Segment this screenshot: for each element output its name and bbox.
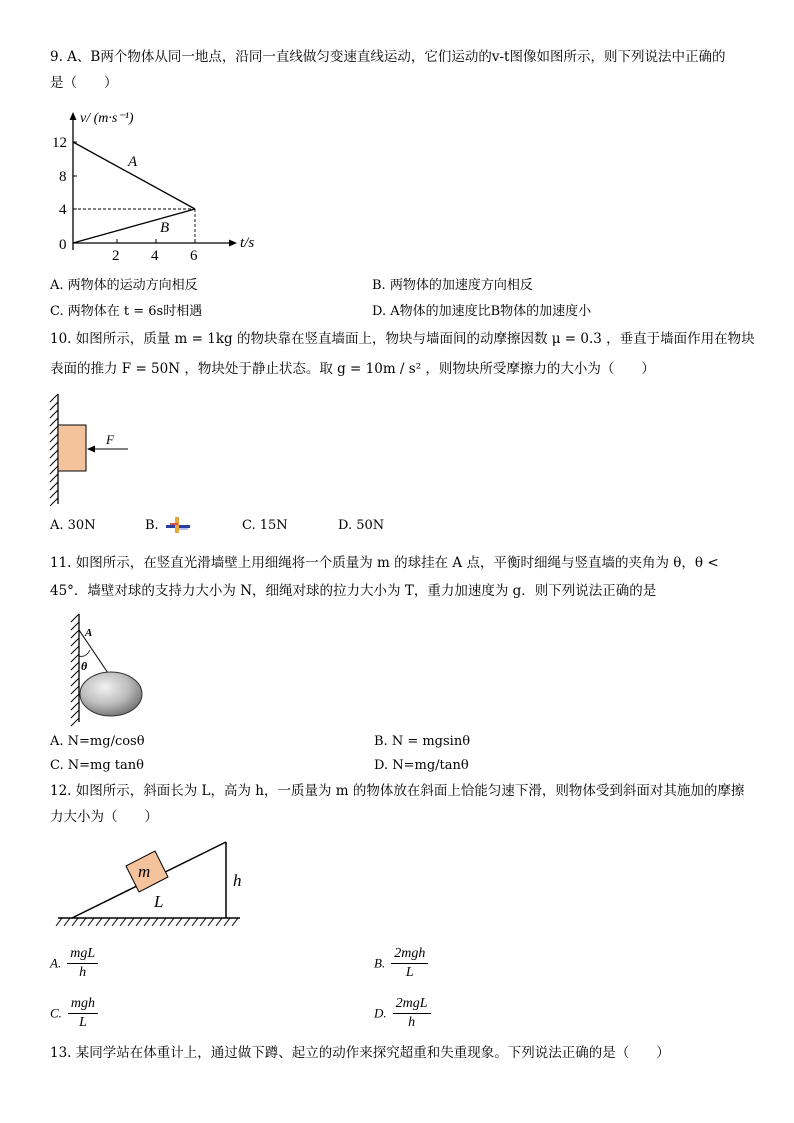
q13-stem-line1: 13. 某同学站在体重计上，通过做下蹲、起立的动作来探究超重和失重现象。下列说法正确的是（ ）: [50, 1045, 670, 1061]
q12-option-d: D. $\frac{\text{2mgL}}{h}$: [374, 996, 431, 1031]
q10-option-b: B.: [145, 518, 159, 533]
q10-option-c: C. 15N: [242, 518, 288, 533]
ytick-4: 4: [59, 202, 67, 218]
q10-option-d: D. 50N: [338, 518, 385, 533]
q9-stem-line2: 是（ ）: [50, 75, 118, 91]
q11-option-b: B. N = mgsinθ: [374, 734, 471, 749]
q9-option-c: C. 两物体在 t = 6s时相遇: [50, 304, 203, 319]
graph-ylabel: v/ (m·s⁻¹): [80, 111, 134, 126]
block: [58, 425, 86, 471]
q9-option-d: D. A物体的加速度比B物体的加速度小: [372, 304, 592, 319]
q11-option-d: D. N=mg/tanθ: [374, 758, 469, 773]
angle-arc: [79, 650, 90, 656]
q11-stem-line2: 45°．墙壁对球的支持力大小为 N，细绳对球的拉力大小为 T，重力加速度为 g．则下列说法正确的是: [50, 583, 657, 599]
q10-wall-diagram: [44, 390, 144, 510]
height-label: h: [233, 871, 242, 890]
label-b: B: [160, 220, 170, 236]
xtick-4: 4: [151, 248, 159, 264]
q11-option-a: A. N=mg/cosθ: [50, 734, 145, 749]
q9-stem-line1: 9. A、B两个物体从同一地点，沿同一直线做匀变速直线运动，它们运动的v-t图像如图所示，则下列说法中正确的: [50, 49, 726, 65]
q12-option-a: A. $\frac{\text{mgL}}{h}$: [50, 946, 98, 981]
q11-option-c: C. N=mg tanθ: [50, 758, 144, 773]
label-a: A: [128, 154, 138, 170]
q10-stem-line1: 10. 如图所示，质量 m = 1kg 的物块靠在竖直墙面上，物块与墙面间的动摩擦因数 μ = 0.3 ，垂直于墙面作用在物块: [50, 331, 755, 347]
theta-label: θ: [81, 659, 88, 673]
wall-hatching: [50, 394, 58, 506]
point-a-label: A: [85, 627, 93, 639]
ground-hatching: [56, 918, 238, 926]
q12-stem-line2: 力大小为（ ）: [50, 809, 158, 825]
mass-label: m: [138, 862, 151, 881]
q12-incline-diagram: [52, 836, 252, 936]
xtick-6: 6: [190, 248, 198, 264]
q10-stem-line2: 表面的推力 F = 50N ，物块处于静止状态。取 g = 10m / s² ，则物块所受摩擦力的大小为（ ）: [50, 361, 655, 377]
ytick-12: 12: [52, 135, 67, 151]
wall-hatching: [71, 614, 79, 726]
q12-option-c: C. $\frac{\text{mgh}}{L}$: [50, 996, 98, 1031]
y-axis-arrow-icon: [70, 112, 77, 120]
line-a: [73, 142, 195, 209]
option-b-glitch-icon: [164, 515, 192, 535]
q9-vt-graph: [50, 100, 290, 265]
line-b: [73, 209, 195, 243]
x-axis-arrow-icon: [229, 240, 237, 247]
force-label: F: [106, 432, 114, 447]
xtick-2: 2: [112, 248, 120, 264]
q9-option-b: B. 两物体的加速度方向相反: [372, 278, 533, 293]
ytick-8: 8: [59, 169, 67, 185]
q11-ball-diagram: [64, 610, 154, 728]
q10-option-a: A. 30N: [50, 518, 96, 533]
q12-stem-line1: 12. 如图所示，斜面长为 L，高为 h，一质量为 m 的物体放在斜面上恰能匀速下滑，则物体受到斜面对其施加的摩擦: [50, 783, 745, 799]
q11-stem-line1: 11. 如图所示，在竖直光滑墙壁上用细绳将一个质量为 m 的球挂在 A 点，平衡时细绳与竖直墙的夹角为 θ，θ <: [50, 555, 719, 571]
force-arrowhead-icon: [87, 446, 95, 453]
length-label: L: [154, 892, 164, 911]
graph-xlabel: t/s: [240, 235, 255, 251]
ytick-0: 0: [59, 237, 67, 253]
q12-option-b: B. $\frac{\text{2mgh}}{L}$: [374, 946, 428, 981]
q9-option-a: A. 两物体的运动方向相反: [50, 278, 198, 293]
ball: [80, 672, 142, 716]
